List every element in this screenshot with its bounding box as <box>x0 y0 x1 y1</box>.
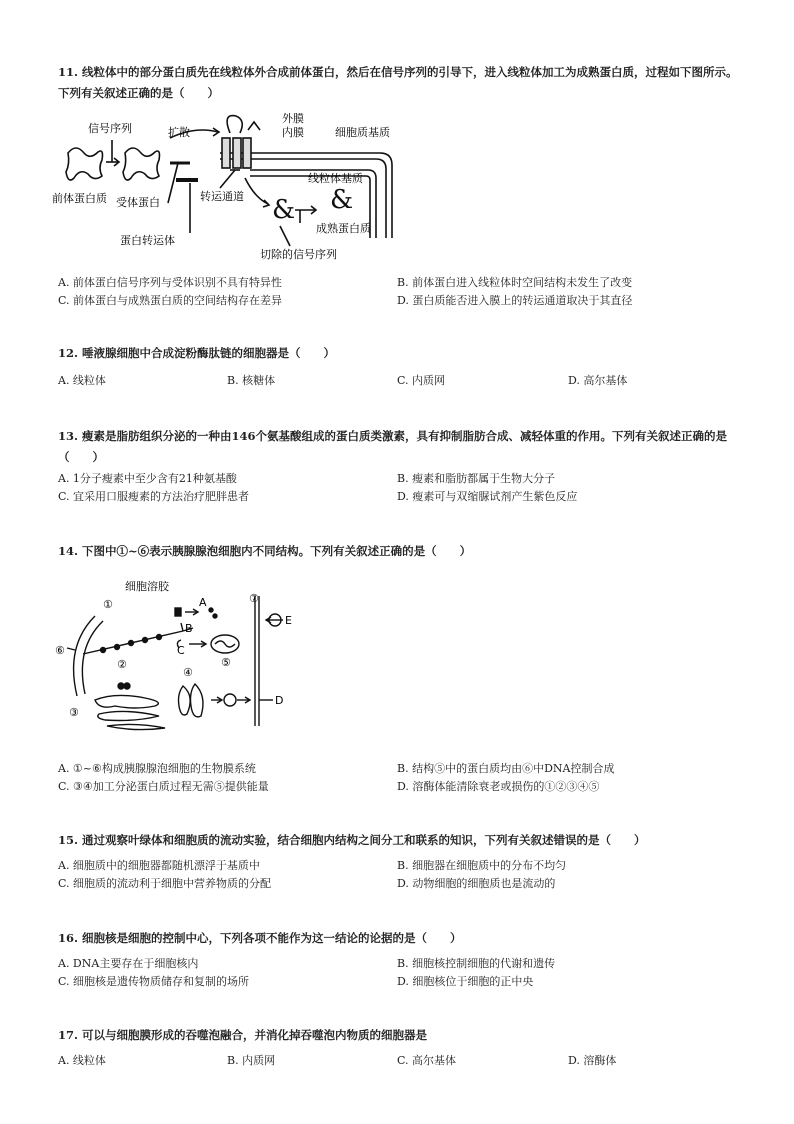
q14-label-cytosol: 细胞溶胶 <box>125 580 169 593</box>
q17-option-a[interactable]: A. 线粒体 <box>58 1054 106 1067</box>
svg-text:&: & <box>272 195 296 225</box>
q11-label-receptor: 受体蛋白 <box>116 196 160 209</box>
q14-label-7: ⑦ <box>249 592 259 605</box>
q17-option-b[interactable]: B. 内质网 <box>227 1054 276 1067</box>
question-11-stem: 11. 线粒体中的部分蛋白质先在线粒体外合成前体蛋白，然后在信号序列的引导下，进入线粒体加工为成熟蛋白质，过程如下图所示。下列有关叙述正确的是（ ） <box>58 65 738 100</box>
q11-label-transporter: 蛋白转运体 <box>120 234 175 247</box>
q15-option-b[interactable]: B. 细胞器在细胞质中的分布不均匀 <box>397 859 567 872</box>
q11-option-c[interactable]: C. 前体蛋白与成熟蛋白质的空间结构存在差异 <box>58 294 283 307</box>
q14-label-2: ② <box>117 658 127 671</box>
q13-option-b[interactable]: B. 瘦素和脂肪都属于生物大分子 <box>397 472 556 485</box>
q14-option-c[interactable]: C. ③④加工分泌蛋白质过程无需⑤提供能量 <box>58 780 269 793</box>
q11-label-diffuse: 扩散 <box>168 126 190 139</box>
q12-option-d[interactable]: D. 高尔基体 <box>568 374 628 387</box>
q11-option-b[interactable]: B. 前体蛋白进入线粒体时空间结构未发生了改变 <box>397 276 633 289</box>
q16-option-d[interactable]: D. 细胞核位于细胞的正中央 <box>397 975 534 988</box>
q14-option-b[interactable]: B. 结构⑤中的蛋白质均由⑥中DNA控制合成 <box>397 762 615 775</box>
q11-label-cytoplasm-matrix: 细胞质基质 <box>335 126 390 139</box>
q14-pancreatic-cell-diagram <box>55 576 315 736</box>
q15-option-a[interactable]: A. 细胞质中的细胞器都随机漂浮于基质中 <box>58 859 260 872</box>
q17-option-c[interactable]: C. 高尔基体 <box>397 1054 457 1067</box>
q11-label-inner-membrane: 内膜 <box>282 126 304 139</box>
q14-label-3: ③ <box>69 706 79 719</box>
q16-option-b[interactable]: B. 细胞核控制细胞的代谢和遗传 <box>397 957 556 970</box>
question-13-stem: 13. 瘦素是脂肪组织分泌的一种由146个氨基酸组成的蛋白质类激素，具有抑制脂肪合成、减轻体重的作用。下列有关叙述正确的是（ ） <box>58 429 728 464</box>
q16-option-a[interactable]: A. DNA主要存在于细胞核内 <box>58 957 199 970</box>
q11-label-cut-signal: 切除的信号序列 <box>260 248 337 261</box>
q14-label-a: A <box>199 596 207 609</box>
q14-option-a[interactable]: A. ①~⑥构成胰腺腺泡细胞的生物膜系统 <box>58 762 256 775</box>
question-16-stem: 16. 细胞核是细胞的控制中心，下列各项不能作为这一结论的论据的是（ ） <box>58 931 462 945</box>
q11-label-transport-channel: 转运通道 <box>200 190 244 203</box>
q13-option-c[interactable]: C. 宜采用口服瘦素的方法治疗肥胖患者 <box>58 490 250 503</box>
q13-option-a[interactable]: A. 1分子瘦素中至少含有21种氨基酸 <box>58 472 237 485</box>
q11-label-signal-sequence: 信号序列 <box>88 122 132 135</box>
q16-option-c[interactable]: C. 细胞核是遗传物质储存和复制的场所 <box>58 975 250 988</box>
q14-label-6: ⑥ <box>55 644 65 657</box>
q14-label-4: ④ <box>183 666 193 679</box>
q11-option-d[interactable]: D. 蛋白质能否进入膜上的转运通道取决于其直径 <box>397 294 633 307</box>
q11-option-a[interactable]: A. 前体蛋白信号序列与受体识别不具有特异性 <box>58 276 282 289</box>
svg-text:&: & <box>330 185 354 215</box>
q14-label-e: E <box>285 614 292 627</box>
q11-mitochondria-import-diagram <box>50 108 400 268</box>
q12-option-c[interactable]: C. 内质网 <box>397 374 446 387</box>
q11-label-outer-membrane: 外膜 <box>282 112 304 125</box>
q12-option-a[interactable]: A. 线粒体 <box>58 374 106 387</box>
q14-label-5: ⑤ <box>221 656 231 669</box>
q15-option-d[interactable]: D. 动物细胞的细胞质也是流动的 <box>397 877 556 890</box>
q17-option-d[interactable]: D. 溶酶体 <box>568 1054 617 1067</box>
q14-label-d: D <box>275 694 284 707</box>
q14-option-d[interactable]: D. 溶酶体能清除衰老或损伤的①②③④⑤ <box>397 780 600 793</box>
question-15-stem: 15. 通过观察叶绿体和细胞质的流动实验，结合细胞内结构之间分工和联系的知识，下列有关叙述错误的是（ ） <box>58 833 646 847</box>
q11-label-mito-matrix: 线粒体基质 <box>308 172 363 185</box>
q14-label-1: ① <box>103 598 113 611</box>
question-17-stem: 17. 可以与细胞膜形成的吞噬泡融合，并消化掉吞噬泡内物质的细胞器是 <box>58 1028 428 1042</box>
q15-option-c[interactable]: C. 细胞质的流动利于细胞中营养物质的分配 <box>58 877 272 890</box>
q12-option-b[interactable]: B. 核糖体 <box>227 374 276 387</box>
q11-label-mature-protein: 成熟蛋白质 <box>316 222 371 235</box>
q14-label-c: C <box>177 644 185 657</box>
q13-option-d[interactable]: D. 瘦素可与双缩脲试剂产生紫色反应 <box>397 490 578 503</box>
q14-label-b: B <box>185 622 193 635</box>
question-12-stem: 12. 唾液腺细胞中合成淀粉酶肽链的细胞器是（ ） <box>58 346 336 360</box>
q11-label-precursor: 前体蛋白质 <box>52 192 107 205</box>
question-14-stem: 14. 下图中①~⑥表示胰腺腺泡细胞内不同结构。下列有关叙述正确的是（ ） <box>58 544 472 558</box>
